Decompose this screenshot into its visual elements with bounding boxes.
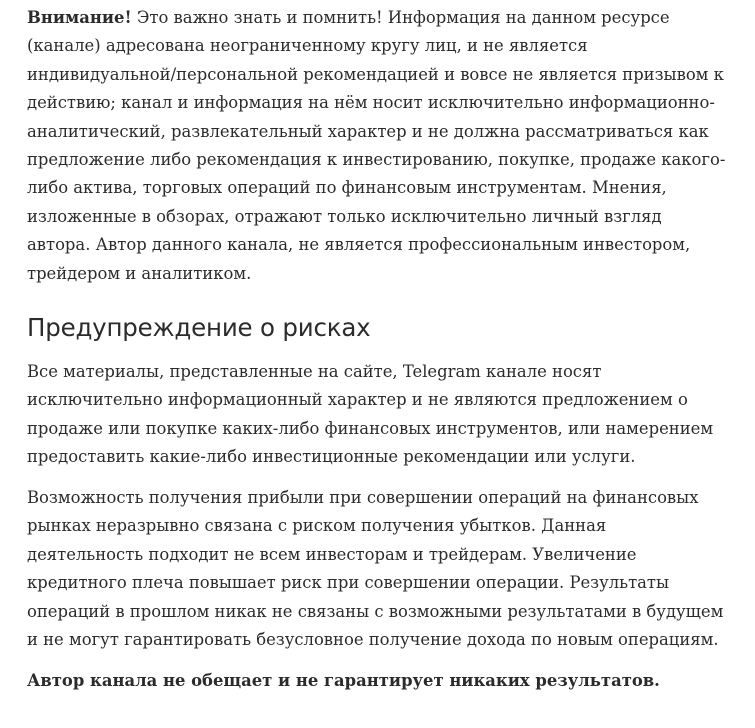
disclaimer-lead: Внимание! bbox=[27, 8, 132, 27]
disclaimer-text: Это важно знать и помнить! Информация на данном ресурсе (канале) адресована неограниченному кругу лиц, и не является индивидуальной/персональной рекомендацией и вовсе не является призывом к действию; канал и информация на нём носит исключительно информационно-аналитический, развлекательный характер и не должна рассматриваться как предложение либо рекомендация к инвестированию, покупке, продаже какого-либо актива, торговых операций по финансовым инструментам. Мнения, изложенные в обзорах, отражают только исключительно личный взгляд автора. Автор данного канала, не является профессиональным инвестором, трейдером и аналитиком. bbox=[27, 8, 726, 283]
risk-warning-heading: Предупреждение о рисках bbox=[27, 313, 371, 342]
risk-paragraph-1: Все материалы, представленные на сайте, Telegram канале носят исключительно информационный характер и не являются предложением о продаже или покупке каких-либо финансовых инструментов, или намерением предоставить какие-либо инвестиционные рекомендации или услуги. bbox=[27, 362, 714, 467]
disclaimer-paragraph bbox=[27, 4, 727, 288]
no-guarantee-statement: Автор канала не обещает и не гарантирует никаких результатов. bbox=[27, 671, 660, 690]
risk-paragraph-2: Возможность получения прибыли при совершении операций на финансовых рынках неразрывно связана с риском получения убытков. Данная деятельность подходит не всем инвесторам и трейдерам. Увеличение кредитного плеча повышает риск при совершении операции. Результаты операций в прошлом никак не связаны с возможными результатами в будущем и не могут гарантировать безусловное получение дохода по новым операциям. bbox=[27, 488, 724, 650]
